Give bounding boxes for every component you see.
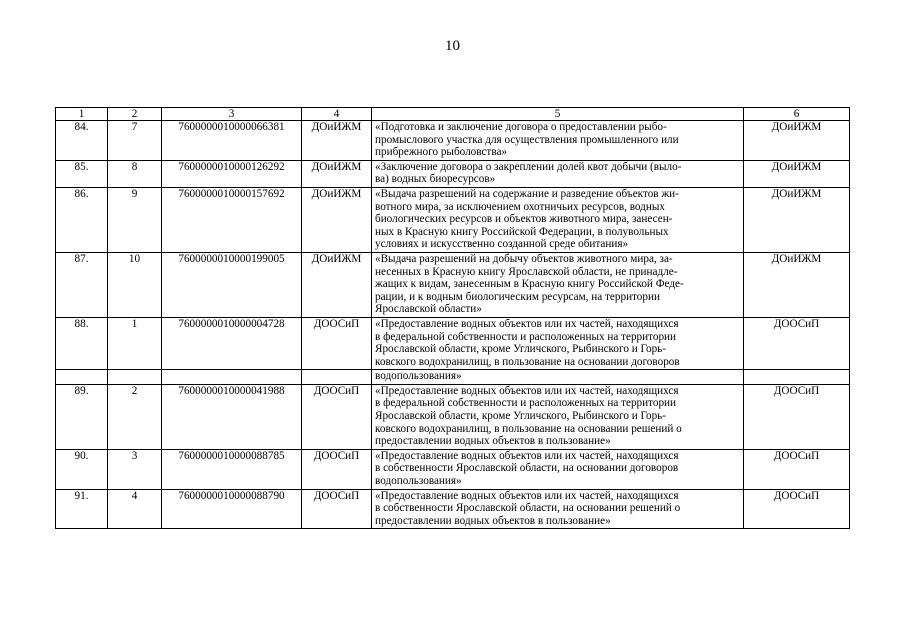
department-cell: ДОиИЖМ: [302, 252, 372, 317]
header-col-2: 2: [108, 108, 162, 121]
page-number: 10: [445, 38, 460, 54]
row-subnumber-cell: 3: [108, 449, 162, 489]
row-subnumber-cell: 7: [108, 121, 162, 161]
row-subnumber-cell: 1: [108, 317, 162, 369]
row-subnumber-cell: [108, 370, 162, 385]
table-row: [56, 160, 850, 187]
service-description-cell: «Предоставление водных объектов или их частей, находящихся в собственности Ярославской области, на основании договоров водопользования»: [372, 449, 744, 489]
service-description-cell: «Подготовка и заключение договора о предоставлении рыбо- промыслового участка для осуществления промышленного или прибрежного рыболовства»: [372, 121, 744, 161]
responsible-department-cell: ДООСиП: [744, 449, 850, 489]
table-row: [56, 384, 850, 449]
service-code-cell: 760000001000006638​1: [162, 121, 302, 161]
table-row: [56, 370, 850, 385]
department-cell: ДООСиП: [302, 384, 372, 449]
responsible-department-cell: ДОиИЖМ: [744, 252, 850, 317]
row-subnumber-cell: 8: [108, 160, 162, 187]
table-header-row: [56, 108, 850, 121]
row-number-cell: [56, 370, 108, 385]
row-number-cell: 86.: [56, 187, 108, 252]
row-number-cell: 85.: [56, 160, 108, 187]
header-col-3: 3: [162, 108, 302, 121]
row-subnumber-cell: 2: [108, 384, 162, 449]
responsible-department-cell: ДОиИЖМ: [744, 121, 850, 161]
responsible-department-cell: ДОиИЖМ: [744, 160, 850, 187]
table-row: [56, 317, 850, 369]
department-cell: ДОиИЖМ: [302, 187, 372, 252]
header-col-5: 5: [372, 108, 744, 121]
row-number-cell: 88.: [56, 317, 108, 369]
row-number-cell: 89.: [56, 384, 108, 449]
service-code-cell: 7600000010000088790: [162, 489, 302, 529]
responsible-department-cell: ДООСиП: [744, 384, 850, 449]
service-description-cell: «Выдача разрешений на добычу объектов животного мира, за- несенных в Красную книгу Ярославской области, не принадле- жащих к видам, занесенным в Красную книгу Российской Феде- рации, и к водным биологическим ресурсам, на территории Ярославской области»: [372, 252, 744, 317]
row-number-cell: 91.: [56, 489, 108, 529]
table-row: [56, 449, 850, 489]
service-code-cell: 7600000010000199005: [162, 252, 302, 317]
department-cell: ДОиИЖМ: [302, 121, 372, 161]
responsible-department-cell: ДООСиП: [744, 489, 850, 529]
service-code-cell: 7600000010000004728: [162, 317, 302, 369]
row-subnumber-cell: 9: [108, 187, 162, 252]
row-subnumber-cell: 10: [108, 252, 162, 317]
header-col-1: 1: [56, 108, 108, 121]
responsible-department-cell: ДООСиП: [744, 317, 850, 369]
row-number-cell: 90.: [56, 449, 108, 489]
responsible-department-cell: [744, 370, 850, 385]
row-number-cell: 87.: [56, 252, 108, 317]
department-cell: [302, 370, 372, 385]
service-code-cell: 7600000010000126292: [162, 160, 302, 187]
service-description-cell: «Предоставление водных объектов или их частей, находящихся в федеральной собственности и расположенных на территории Ярославской области, кроме Угличского, Рыбинского и Горь- ковского водохранилищ, в пользование на основании решений о предоставлении водных объектов в пользование»: [372, 384, 744, 449]
service-description-cell: «Заключение договора о закреплении долей квот добычи (выло- ва) водных биоресурсов»: [372, 160, 744, 187]
service-code-cell: [162, 370, 302, 385]
department-cell: ДООСиП: [302, 489, 372, 529]
row-number-cell: 84.: [56, 121, 108, 161]
table-body: [56, 108, 850, 529]
row-subnumber-cell: 4: [108, 489, 162, 529]
service-code-cell: 7600000010000088785: [162, 449, 302, 489]
table-row: [56, 187, 850, 252]
table-row: [56, 121, 850, 161]
services-table: [55, 107, 850, 529]
service-code-cell: 7600000010000157692: [162, 187, 302, 252]
table-row: [56, 489, 850, 529]
department-cell: ДООСиП: [302, 317, 372, 369]
department-cell: ДООСиП: [302, 449, 372, 489]
responsible-department-cell: ДОиИЖМ: [744, 187, 850, 252]
table-row: [56, 252, 850, 317]
department-cell: ДОиИЖМ: [302, 160, 372, 187]
service-description-cell: «Предоставление водных объектов или их частей, находящихся в федеральной собственности и расположенных на территории Ярославской области, кроме Угличского, Рыбинского и Горь- ковского водохранилищ, в пользование на основании договоров: [372, 317, 744, 369]
service-description-cell: водопользования»: [372, 370, 744, 385]
header-col-6: 6: [744, 108, 850, 121]
service-description-cell: «Выдача разрешений на содержание и разведение объектов жи- вотного мира, за исключением охотничьих ресурсов, водных биологических ресурсов и объектов животного мира, занесен- ных в Красную книгу Российской Федерации, в полувольных условиях и искусственно созданной среде обитания»: [372, 187, 744, 252]
header-col-4: 4: [302, 108, 372, 121]
service-description-cell: «Предоставление водных объектов или их частей, находящихся в собственности Ярославской области, на основании решений о предоставлении водных объектов в пользование»: [372, 489, 744, 529]
service-code-cell: 7600000010000041988: [162, 384, 302, 449]
